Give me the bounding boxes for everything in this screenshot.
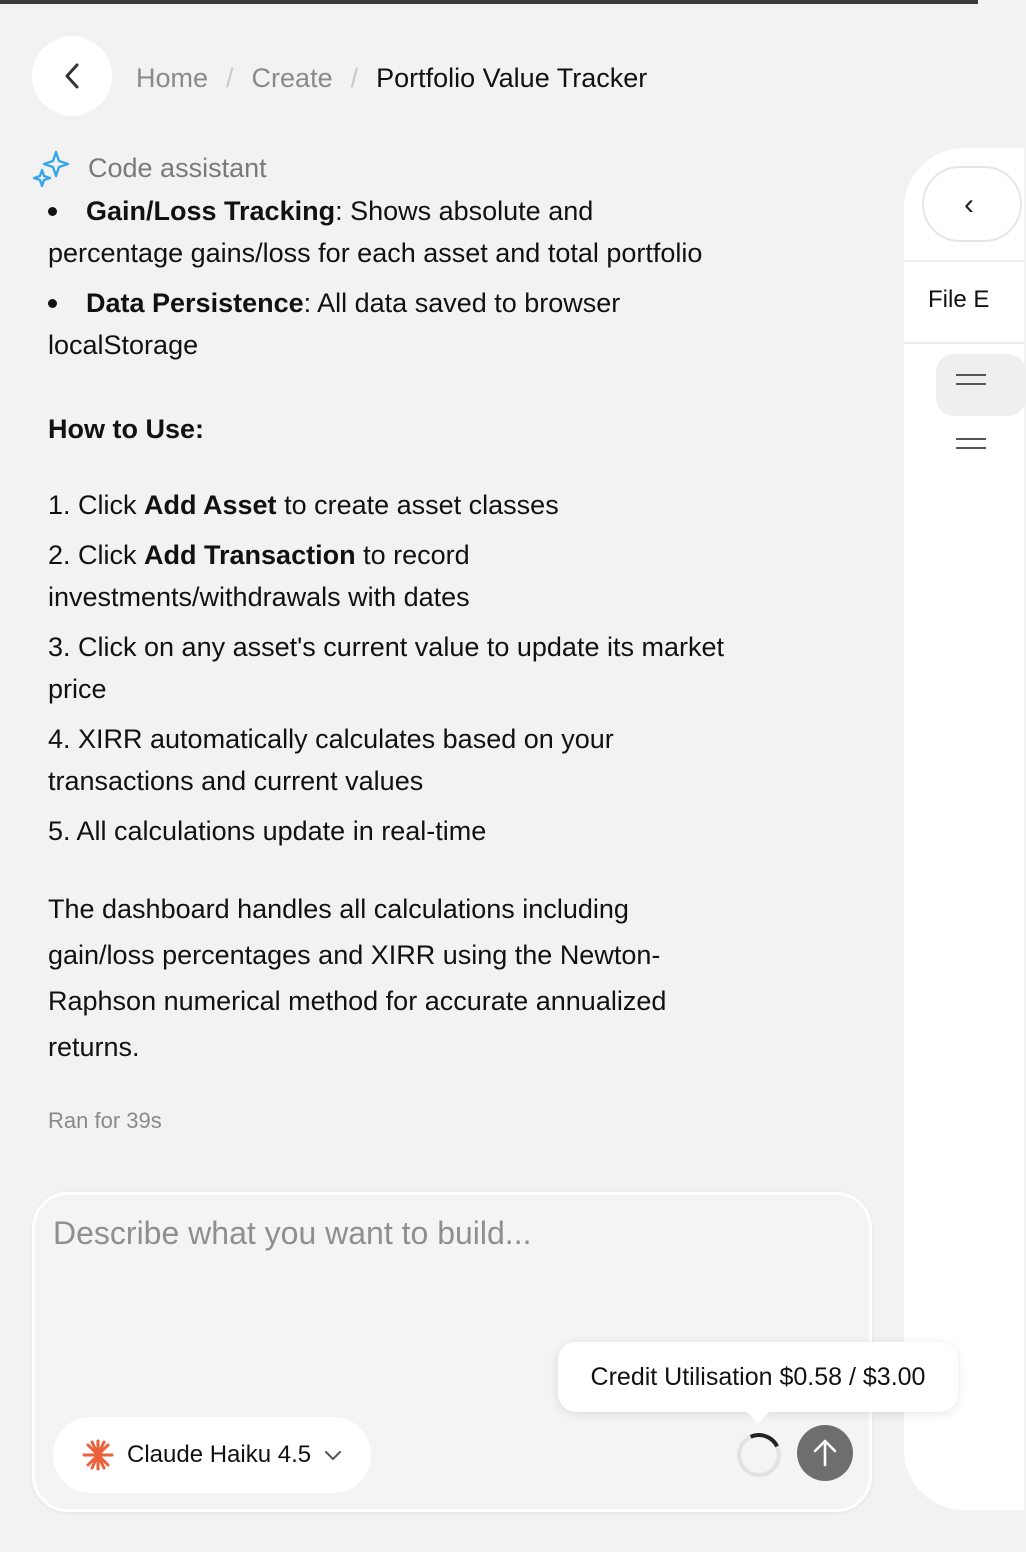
step-bold: Add Asset <box>144 490 277 520</box>
run-duration: Ran for 39s <box>48 1108 162 1133</box>
file-explorer-label: File E <box>928 286 990 313</box>
breadcrumb-current: Portfolio Value Tracker <box>376 62 648 93</box>
step-item <box>48 626 738 710</box>
assistant-message <box>48 190 738 1070</box>
chevron-left-icon <box>61 61 83 91</box>
breadcrumb-separator: / <box>226 62 234 93</box>
back-button[interactable] <box>32 36 112 116</box>
assistant-name: Code assistant <box>88 152 267 183</box>
summary-paragraph: The dashboard handles all calculations including gain/loss percentages and XIRR using the Newton-Raphson numerical method for accurate annualized returns. <box>48 894 667 1062</box>
step-item <box>48 810 738 852</box>
step-text: to record investments/withdrawals with dates <box>48 540 470 612</box>
model-selector[interactable] <box>53 1417 371 1493</box>
window-top-border <box>0 0 978 4</box>
list-item <box>48 282 738 366</box>
step-text: 1. Click <box>48 490 145 520</box>
bullet-text-continued: localStorage <box>48 330 199 360</box>
right-panel <box>904 148 1024 1510</box>
divider <box>904 342 1024 344</box>
breadcrumb-home[interactable]: Home <box>136 62 209 93</box>
step-item <box>48 534 738 618</box>
step-item <box>48 718 738 802</box>
bullet-title: Data Persistence <box>86 288 304 318</box>
loading-spinner-icon <box>731 1427 787 1483</box>
howto-heading: How to Use: <box>48 414 205 444</box>
menu-lines-icon <box>956 374 986 392</box>
divider <box>904 260 1024 262</box>
step-text: 4. XIRR automatically calculates based on your transactions and current values <box>48 724 614 796</box>
step-text: 2. Click <box>48 540 145 570</box>
bullet-text: : Shows absolute and <box>335 196 594 226</box>
breadcrumb <box>136 58 647 98</box>
send-button[interactable] <box>797 1425 853 1481</box>
step-item <box>48 484 738 526</box>
chevron-down-icon <box>323 1448 343 1462</box>
breadcrumb-create[interactable]: Create <box>251 62 333 93</box>
menu-lines-icon <box>956 438 986 456</box>
list-item <box>48 190 738 274</box>
model-name: Claude Haiku 4.5 <box>127 1441 312 1468</box>
bullet-title: Gain/Loss Tracking <box>86 196 336 226</box>
breadcrumb-separator: / <box>350 62 359 93</box>
bullet-text: : All data saved to browser <box>303 288 621 318</box>
step-text: 5. All calculations update in real-time <box>48 816 487 846</box>
step-bold: Add Transaction <box>144 540 356 570</box>
sparkle-icon <box>32 148 72 188</box>
credit-tooltip: Credit Utilisation $0.58 / $3.00 <box>558 1342 958 1412</box>
code-icon: ‹ <box>964 188 974 221</box>
assistant-label <box>32 148 267 188</box>
arrow-up-icon <box>812 1438 838 1468</box>
bullet-text-continued: percentage gains/loss for each asset and total portfolio <box>48 238 703 268</box>
step-text: to create asset classes <box>276 490 559 520</box>
claude-logo-icon <box>81 1438 115 1472</box>
step-text: 3. Click on any asset's current value to update its market price <box>48 632 724 704</box>
